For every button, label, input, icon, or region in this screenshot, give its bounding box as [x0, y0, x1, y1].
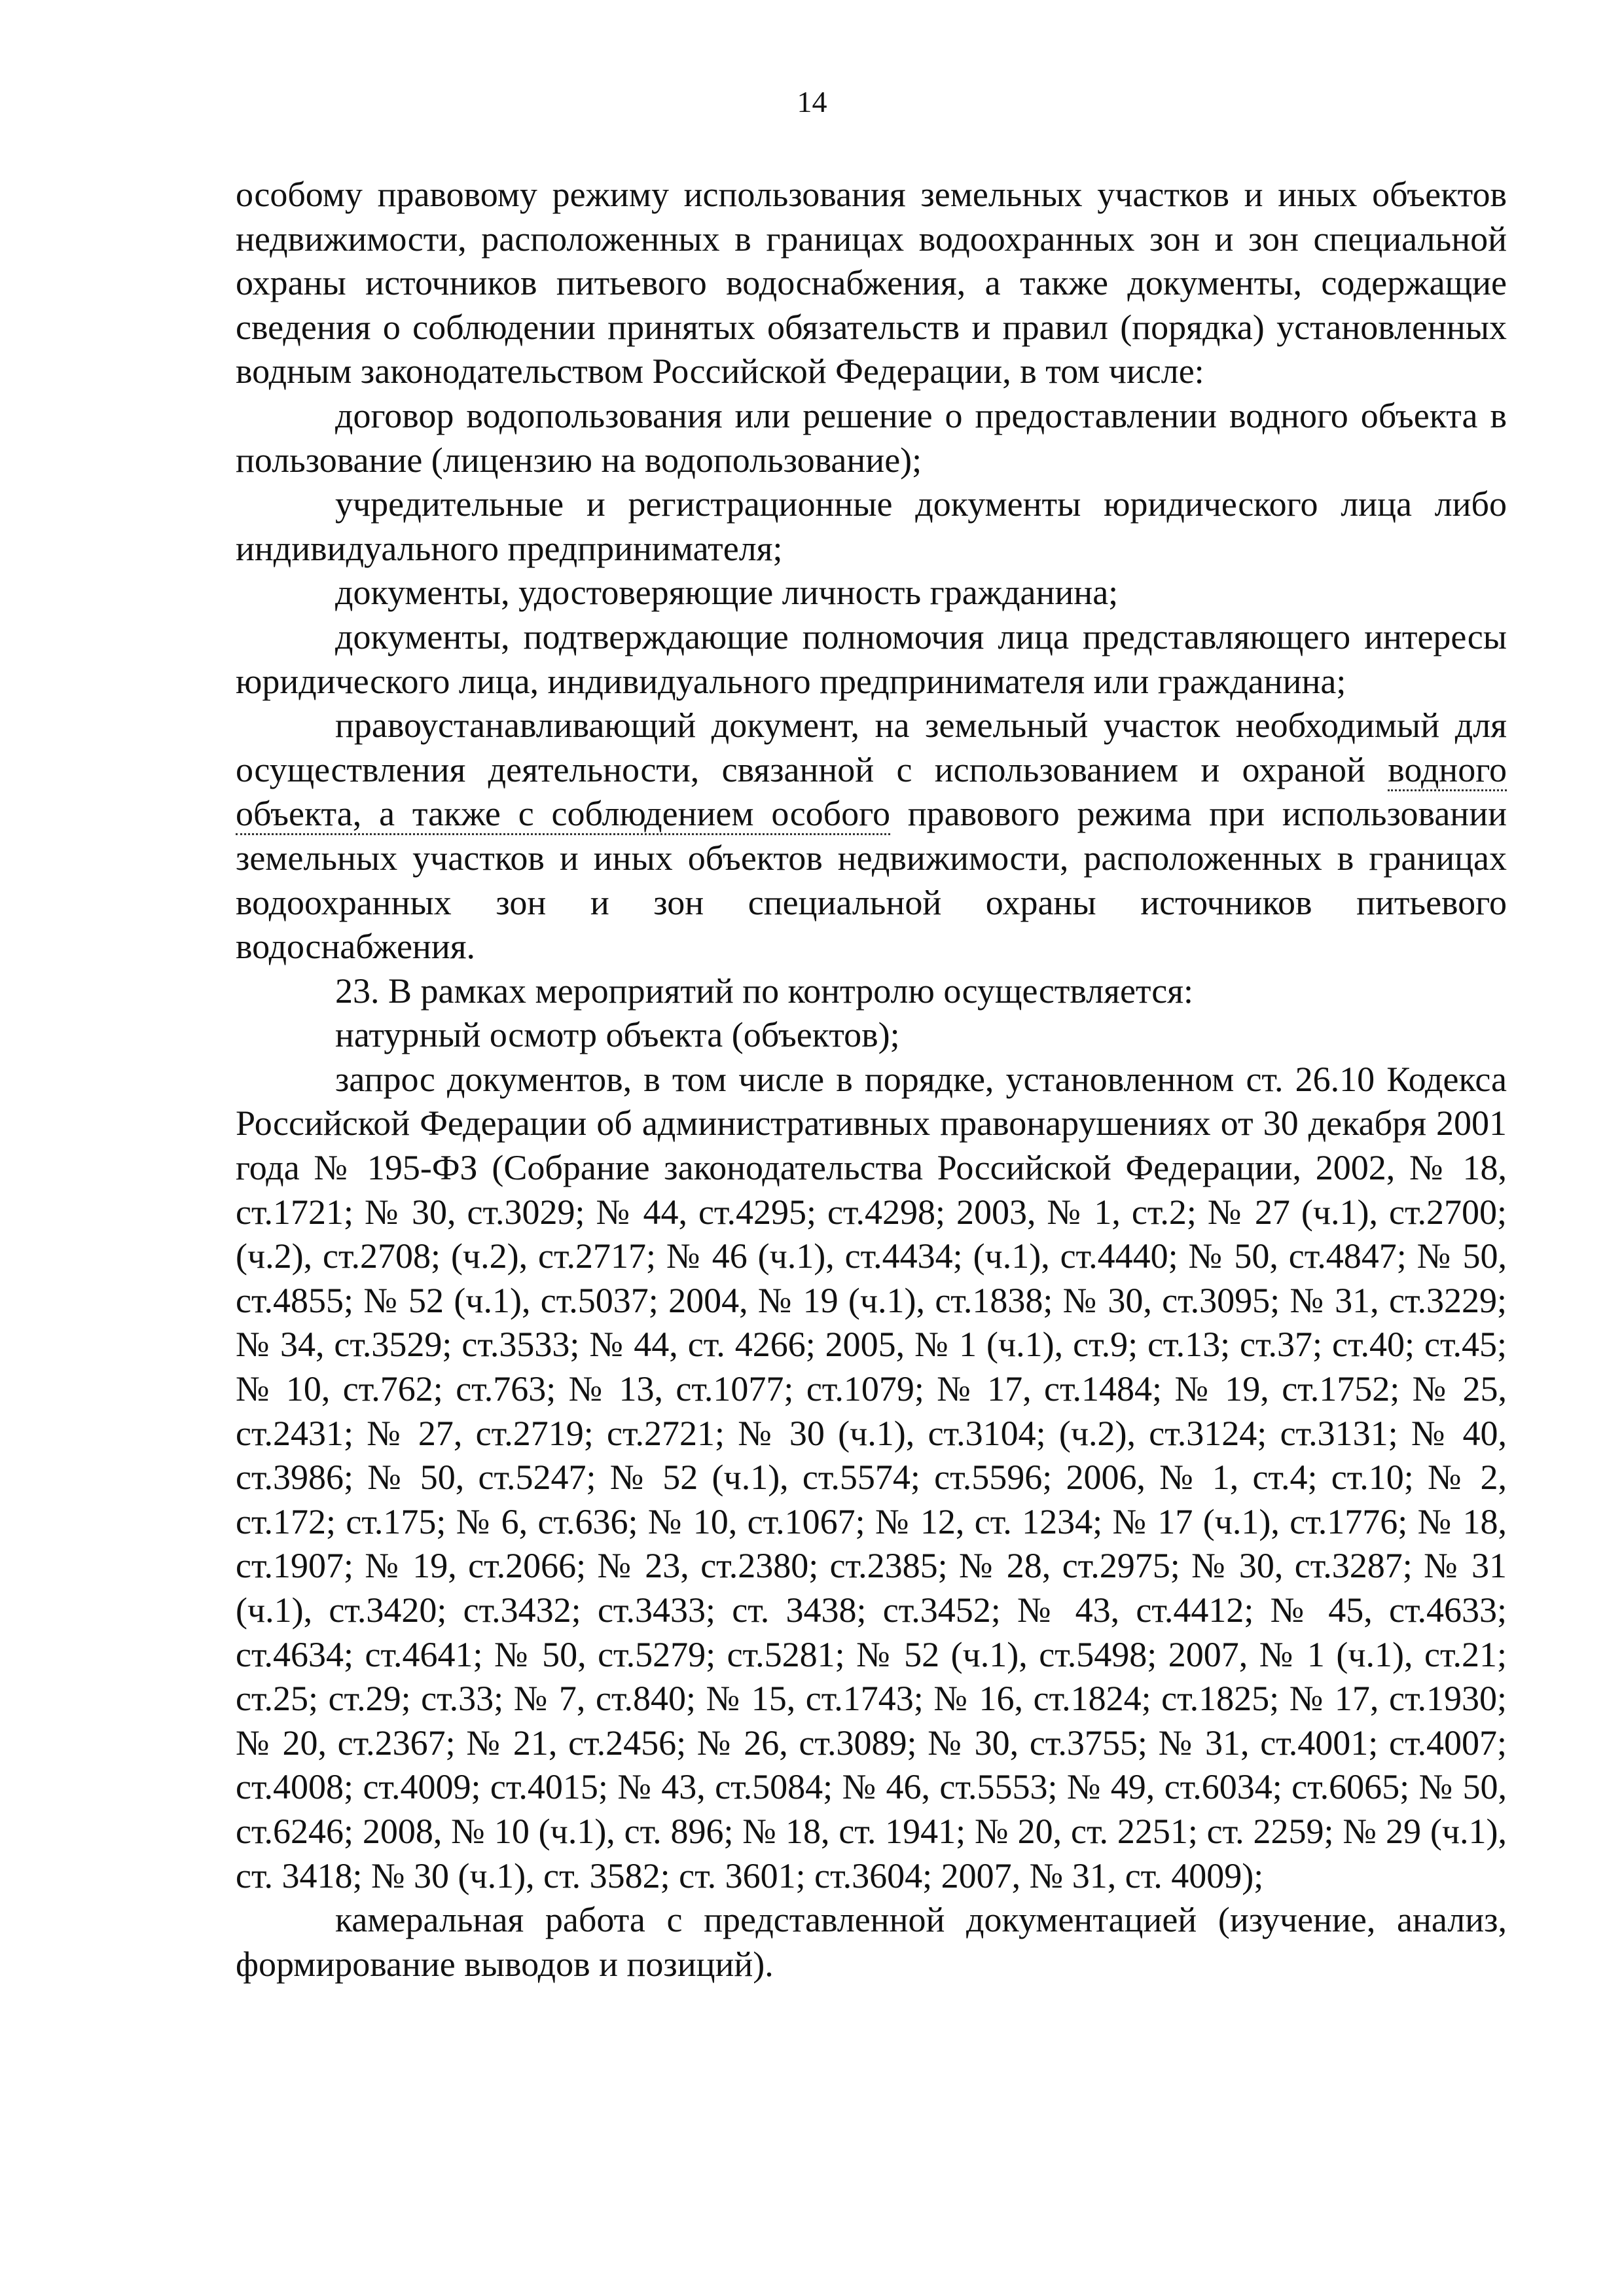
land-title-head: правоустанавливающий документ, на земельный участок необходимый для осуществления деятельности, связанной с использованием и охраной: [236, 706, 1507, 789]
paragraph-identity-documents: документы, удостоверяющие личность гражданина;: [335, 573, 1119, 613]
page-number: 14: [797, 85, 827, 118]
paragraph-document-request: запрос документов, в том числе в порядке, установленном ст. 26.10 Кодекса Российской Федерации об административных правонарушениях от 30 декабря 2001 года № 195-ФЗ (Собрание законодательства Российской Федерации, 2002, № 18, ст.1721; № 30, ст.3029; № 44, ст.4295; ст.4298; 2003, № 1, ст.2; № 27 (ч.1), ст.2700; (ч.2), ст.2708; (ч.2), ст.2717; № 46 (ч.1), ст.4434; (ч.1), ст.4440; № 50, ст.4847; № 50, ст.4855; № 52 (ч.1), ст.5037; 2004, № 19 (ч.1), ст.1838; № 30, ст.3095; № 31, ст.3229; № 34, ст.3529; ст.3533; № 44, ст. 4266; 2005, № 1 (ч.1), ст.9; ст.13; ст.37; ст.40; ст.45; № 10, ст.762; ст.763; № 13, ст.1077; ст.1079; № 17, ст.1484; № 19, ст.1752; № 25, ст.2431; № 27, ст.2719; ст.2721; № 30 (ч.1), ст.3104; (ч.2), ст.3124; ст.3131; № 40, ст.3986; № 50, ст.5247; № 52 (ч.1), ст.5574; ст.5596; 2006, № 1, ст.4; ст.10; № 2, ст.172; ст.175; № 6, ст.636; № 10, ст.1067; № 12, ст. 1234; № 17 (ч.1), ст.1776; № 18, ст.1907; № 19, ст.2066; № 23, ст.2380; ст.2385; № 28, ст.2975; № 30, ст.3287; № 31 (ч.1), ст.3420; ст.3432; ст.3433; ст. 3438; ст.3452; № 43, ст.4412; № 45, ст.4633; ст.4634; ст.4641; № 50, ст.5279; ст.5281; № 52 (ч.1), ст.5498; 2007, № 1 (ч.1), ст.21; ст.25; ст.29; ст.33; № 7, ст.840; № 15, ст.1743; № 16, ст.1824; ст.1825; № 17, ст.1930; № 20, ст.2367; № 21, ст.2456; № 26, ст.3089; № 30, ст.3755; № 31, ст.4001; ст.4007; ст.4008; ст.4009; ст.4015; № 43, ст.5084; № 46, ст.5553; № 49, ст.6034; ст.6065; № 50, ст.6246; 2008, № 10 (ч.1), ст. 896; № 18, ст. 1941; № 20, ст. 2251; ст. 2259; № 29 (ч.1), ст. 3418; № 30 (ч.1), ст. 3582; ст. 3601; ст.3604; 2007, № 31, ст. 4009);: [236, 1059, 1507, 1895]
paragraph-intro: особому правовому режиму использования земельных участков и иных объектов недвижимости, расположенных в границах водоохранных зон и зон специальной охраны источников питьевого водоснабжения, а также документы, содержащие сведения о соблюдении принятых обязательств и правил (порядка) установленных водным законодательством Российской Федерации, в том числе:: [236, 175, 1507, 391]
paragraph-item-23: 23. В рамках мероприятий по контролю осуществляется:: [335, 971, 1194, 1011]
land-title-tail: правового режима при использовании земельных участков и иных объектов недвижимости, расположенных в границах водоохранных зон и зон специальной охраны источников питьевого водоснабжения.: [236, 794, 1507, 967]
paragraph-founding-documents: учредительные и регистрационные документы юридического лица либо индивидуального предпринимателя;: [236, 484, 1507, 568]
paragraph-land-title-document: [236, 704, 1507, 969]
paragraph-water-use-agreement: договор водопользования или решение о предоставлении водного объекта в пользование (лицензию на водопользование);: [236, 395, 1507, 480]
paragraph-desk-review: камеральная работа с представленной документацией (изучение, анализ, формирование выводов и позиций).: [236, 1900, 1507, 1984]
dotted-underlined-text: водного объекта, а также с соблюдением особого: [236, 750, 1507, 836]
document-body: [236, 173, 1507, 1986]
paragraph-site-inspection: натурный осмотр объекта (объектов);: [335, 1015, 900, 1055]
paragraph-authority-documents: документы, подтверждающие полномочия лица представляющего интересы юридического лица, индивидуального предпринимателя или гражданина;: [236, 617, 1507, 701]
